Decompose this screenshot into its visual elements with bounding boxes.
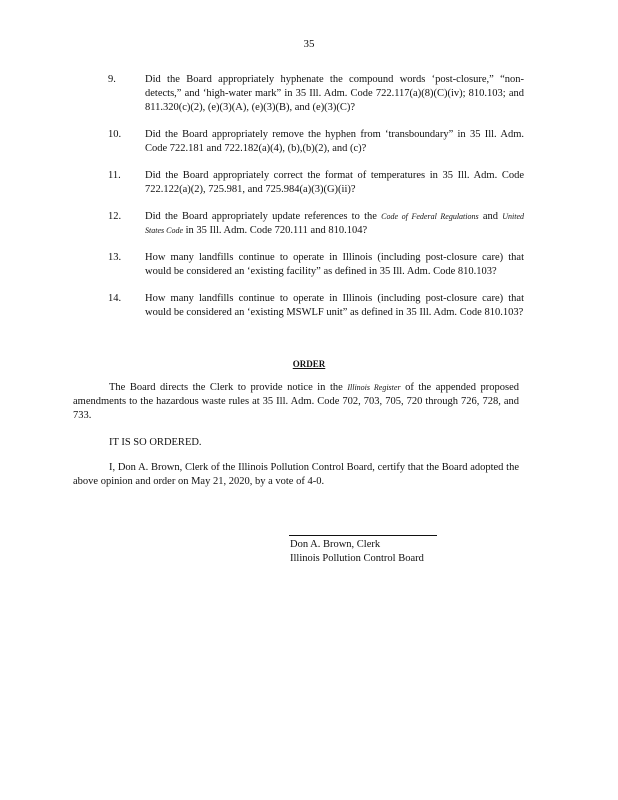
- question-text: Did the Board appropriately correct the format of temperatures in 35 Ill. Adm. Code 722.122(a)(2), 725.981, and 725.984(a)(3)(G)(ii)?: [145, 170, 524, 195]
- code-of-federal-regulations: Code of Federal Regulations: [381, 212, 479, 221]
- question-item: [108, 292, 524, 320]
- question-item: [108, 128, 524, 156]
- question-number: 13.: [108, 252, 122, 263]
- certification: I, Don A. Brown, Clerk of the Illinois Pollution Control Board, certify that the Board adopted the above opinion and order on May 21, 2020, by a vote of 4-0.: [73, 462, 519, 487]
- signature-name: Don A. Brown, Clerk: [290, 539, 381, 550]
- question-text: Did the Board appropriately hyphenate the compound words ‘post-closure,” “non-detects,” and ‘high-water mark” in 35 Ill. Adm. Code 722.117(a)(8)(C)(iv); 810.103; and 811.320(c)(2), (e)(3)(A), (e)(3)(B), and (e)(3)(C)?: [145, 74, 524, 113]
- page-number: 35: [303, 38, 315, 50]
- so-ordered: IT IS SO ORDERED.: [109, 437, 202, 448]
- signature-block: [290, 538, 424, 566]
- order-paragraph: [73, 381, 519, 423]
- question-text: How many landfills continue to operate in Illinois (including post-closure care) that would be considered an ‘existing facility” as defined in 35 Ill. Adm. Code 810.103?: [145, 252, 524, 277]
- order-text-before: The Board directs the Clerk to provide notice in the: [109, 382, 343, 393]
- question-item: [108, 210, 524, 238]
- question-text: Did the Board appropriately remove the hyphen from ‘transboundary” in 35 Ill. Adm. Code 722.181 and 722.182(a)(4), (b),(b)(2), and (c)?: [145, 129, 524, 154]
- question-item: [108, 73, 524, 115]
- question-list: [108, 73, 524, 333]
- order-heading: ORDER: [292, 359, 326, 369]
- signature-org: Illinois Pollution Control Board: [290, 553, 424, 564]
- question-text-before: Did the Board appropriately update references to the: [145, 211, 377, 222]
- order-text-after: of the appended proposed amendments to the hazardous waste rules at 35 Ill. Adm. Code 702, 703, 705, 720 through 726, 728, and 733.: [73, 382, 519, 421]
- question-text-mid: and: [482, 211, 499, 222]
- question-text: How many landfills continue to operate in Illinois (including post-closure care) that would be considered an ‘existing MSWLF unit” as defined in 35 Ill. Adm. Code 810.103?: [145, 293, 524, 318]
- question-number: 14.: [108, 293, 122, 304]
- question-number: 10.: [108, 129, 122, 140]
- question-text-after: in 35 Ill. Adm. Code 720.111 and 810.104?: [185, 225, 368, 236]
- question-number: 12.: [108, 211, 122, 222]
- question-number: 9.: [108, 74, 116, 85]
- question-item: [108, 169, 524, 197]
- signature-line: [289, 535, 437, 536]
- question-item: [108, 251, 524, 279]
- question-number: 11.: [108, 170, 121, 181]
- question-text: [145, 210, 524, 238]
- united-states-code: United States Code: [145, 212, 525, 235]
- illinois-register: Illinois Register: [347, 383, 401, 392]
